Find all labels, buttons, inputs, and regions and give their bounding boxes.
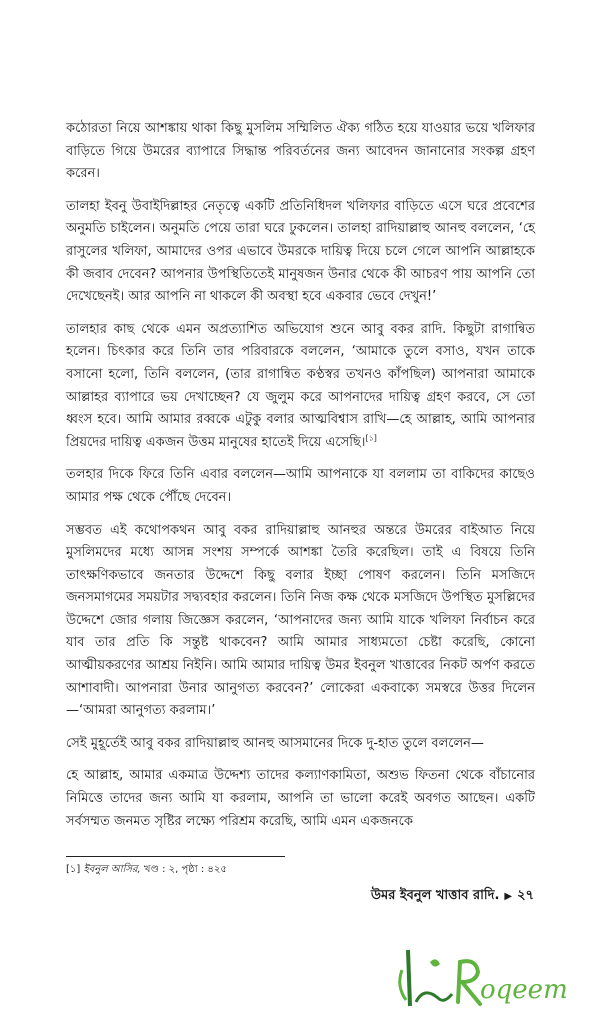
logo-wordmark: oqeem: [480, 975, 568, 1005]
footnote-divider: [66, 856, 285, 857]
paragraph-7: হে আল্লাহ, আমার একমাত্র উদ্দেশ্য তাদের কল্যাণকামিতা, অশুভ ফিতনা থেকে বাঁচানোর নিমিত্তে তাদের জন্য আমি যা করলাম, আপনি তা ভালো করেই অবগত আছেন। একটি সর্বসম্মত জনমত সৃষ্টির লক্ষ্যে পরিশ্রম করেছি, আমি এমন একজনকে: [66, 768, 535, 829]
paragraph-2: তালহা ইবনু উবাইদিল্লাহর নেতৃত্বে একটি প্রতিনিধিদল খলিফার বাড়িতে এসে ঘরে প্রবেশের অনুমতি চাইলেন। অনুমতি পেয়ে তারা ঘরে ঢুকলেন। তালহা রাদিয়াল্লাহু আনহু বললেন, ‘হে রাসুলের খলিফা, আমাদের ওপর এভাবে উমরকে দায়িত্ব দিয়ে চলে গেলে আপনি আল্লাহকে কী জবাব দেবেন? আপনার উপস্থিতিতেই মানুষজন উনার থেকে কী আচরণ পায় আপনি তো দেখেছেনই। আর আপনি না থাকলে কী অবস্থা হবে একবার ভেবে দেখুন!’: [66, 198, 535, 305]
logo-left-leaf: [400, 970, 406, 1000]
logo-mark-r: [458, 961, 480, 1004]
footnote-detail: খণ্ড : ২, পৃষ্ঠা : ৪২৫: [140, 864, 227, 875]
paragraph-3: [66, 319, 535, 455]
page-body: [66, 118, 535, 843]
footnote-book: ইবনুল আসির,: [83, 864, 141, 875]
triangle-right-icon: ▶: [504, 891, 513, 902]
roqeem-watermark-logo: [394, 942, 594, 1014]
logo-base-swoosh: [416, 993, 452, 1002]
paragraph-6: সেই মুহূর্তেই আবু বকর রাদিয়াল্লাহু আনহু আসমানের দিকে দু-হাত তুলে বললেন—: [66, 735, 484, 751]
footnote-reference[interactable]: [১]: [365, 433, 377, 443]
running-title: উমর ইবনুল খাত্তাব রাদি.: [370, 888, 500, 903]
paragraph-3-text: তালহার কাছ থেকে এমন অপ্রত্যাশিত অভিযোগ শুনে আবু বকর রাদি. কিছুটা রাগান্বিত হলেন। চিৎকার করে তিনি তার পরিবারকে বললেন, ‘আমাকে তুলে বসাও, যখন তাকে বসানো হলো, তিনি বললেন, (তার রাগান্বিত কণ্ঠস্বর তখনও কাঁপছিল) আপনারা আমাকে আল্লাহর ব্যাপারে ভয় দেখাচ্ছেন? যে জুলুম করে আপনাদের দায়িত্ব গ্রহণ করবে, সে তো ধ্বংস হবে। আমি আমার রব্বকে এটুকু বলার আত্মবিশ্বাস রাখি—হে আল্লাহ, আমি আপনার প্রিয়দের দায়িত্ব একজন উত্তম মানুষের হাতেই দিয়ে এসেছি।: [66, 321, 535, 450]
paragraph-4: তলহার দিকে ফিরে তিনি এবার বললেন—আমি আপনাকে যা বললাম তা বাকিদের কাছেও আমার পক্ষ থেকে পৌঁছে দেবেন।: [66, 467, 535, 505]
running-footer: [371, 886, 534, 907]
page-number: ২৭: [517, 888, 534, 903]
footnote-number: [১]: [66, 864, 81, 875]
paragraph-1: কঠোরতা নিয়ে আশঙ্কায় থাকা কিছু মুসলিম সম্মিলিত ঐক্য গঠিত হয়ে যাওয়ার ভয়ে খলিফার বাড়িতে গিয়ে উমরের ব্যাপারে সিদ্ধান্ত পরিবর্তনের জন্য আবেদন জানানোর সংকল্প গ্রহণ করেন।: [66, 121, 535, 182]
footnote: [66, 862, 227, 879]
paragraph-5: সম্ভবত এই কথোপকথন আবু বকর রাদিয়াল্লাহু আনহুর অন্তরে উমরের বাইআত নিয়ে মুসলিমদের মধ্যে আসন্ন সংশয় সম্পর্কে আশঙ্কা তৈরি করেছিল। তাই এ বিষয়ে তিনি তাৎক্ষণিকভাবে জনতার উদ্দেশে কিছু বলার ইচ্ছা পোষণ করলেন। তিনি মসজিদে জনসমাগমের সময়টার সদ্ব্যবহার করলেন। তিনি নিজ কক্ষ থেকে মসজিদে উপস্থিত মুসল্লিদের উদ্দেশে জোর গলায় জিজ্ঞেস করলেন, ‘আপনাদের জন্য আমি যাকে খলিফা নির্বাচন করে যাব তার প্রতি কি সন্তুষ্ট থাকবেন? আমি আমার সাধ্যমতো চেষ্টা করেছি, কোনো আত্মীয়করণের আশ্রয় নিইনি। আমি আমার দায়িত্ব উমর ইবনুল খাত্তাবের নিকট অর্পণ করতে আশাবাদী। আপনারা উনার আনুগত্য করবেন?’ লোকেরা একবাক্যে সমস্বরে উত্তর দিলেন—‘আমরা আনুগত্য করলাম।’: [66, 522, 535, 719]
logo-dot-leaf: [430, 959, 440, 966]
logo-tall-stroke: [408, 950, 410, 1006]
